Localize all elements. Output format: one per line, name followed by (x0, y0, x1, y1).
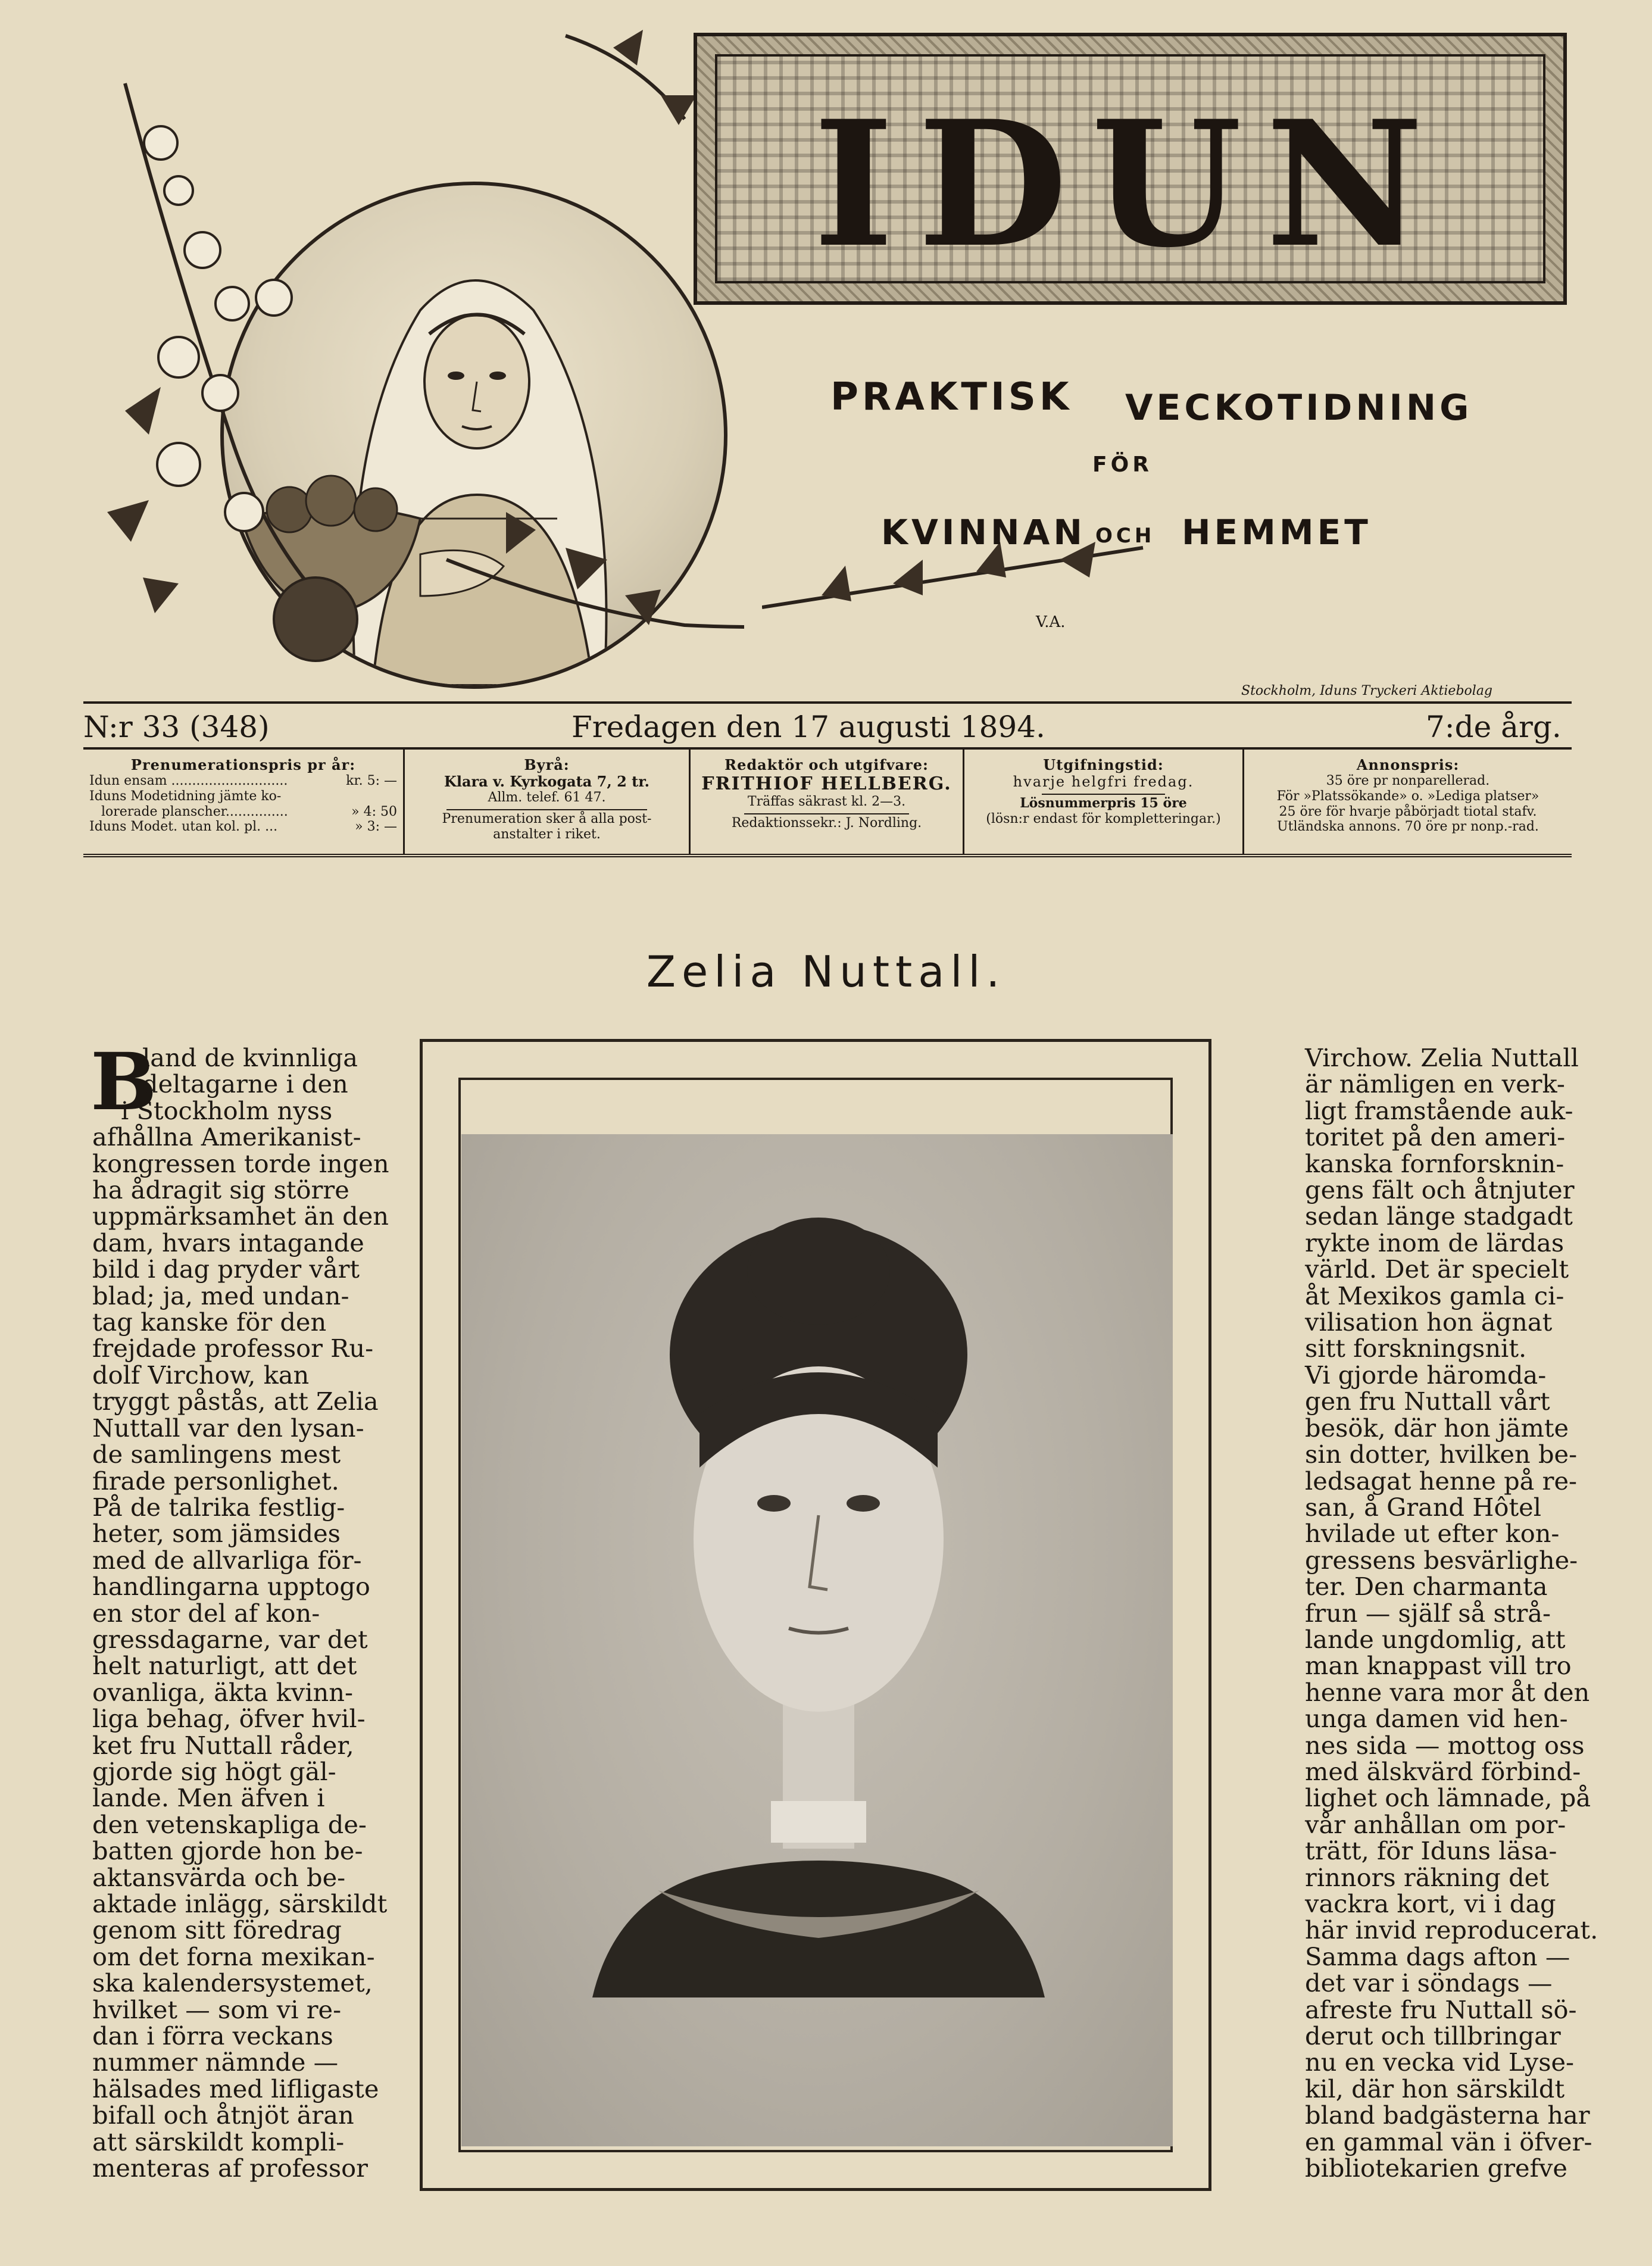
article-line: uppmärksamhet än den (92, 1201, 389, 1231)
info-annons (1244, 750, 1572, 854)
article-line: aktade inlägg, särskildt (92, 1889, 388, 1918)
article-line: kongressen torde ingen (92, 1148, 389, 1178)
price-value: 4: 50 (363, 804, 397, 819)
article-right-column (1305, 1043, 1598, 2183)
article-line: med de allvarliga för- (92, 1545, 362, 1575)
tagline-hemmet: HEMMET (1182, 512, 1372, 553)
info-prenumeration (83, 750, 405, 854)
article-line: dam, hvars intagande (92, 1228, 364, 1257)
utgifning-frequency: hvarje helgfri fredag. (1013, 773, 1194, 791)
article-line: ha ådragit sig större (92, 1175, 349, 1205)
byra-note-2: anstalter i riket. (493, 826, 601, 842)
price-unit: » (355, 819, 363, 835)
price-label: lorerade planscher............... (101, 804, 288, 819)
article-line: gressens besvärlighe- (1305, 1545, 1578, 1575)
article-line: dolf Virchow, kan (92, 1360, 310, 1390)
issue-year: 7:de årg. (1426, 710, 1562, 744)
article-line: tag kanske för den (92, 1307, 327, 1337)
article-line: är nämligen en verk- (1305, 1069, 1565, 1099)
price-label: Idun ensam ............................ (89, 773, 288, 789)
article-line: sitt forskningsnit. (1305, 1334, 1527, 1363)
article-line: afreste fru Nuttall sö- (1305, 1995, 1577, 2024)
article-line: firade personlighet. (92, 1466, 339, 1496)
price-label: Iduns Modet. utan kol. pl. ... (89, 819, 278, 835)
annons-heading: Annonspris: (1356, 756, 1460, 773)
article-line: lande ungdomlig, att (1305, 1624, 1566, 1654)
idun-logo: IDUN (813, 83, 1448, 286)
article-line: deltagarne i den (142, 1069, 348, 1099)
article-line: att särskildt kompli- (92, 2127, 345, 2156)
article-line: om det forna mexikan- (92, 1942, 375, 1971)
article-line: gens fält och åtnjuter (1305, 1175, 1575, 1205)
article-line: blad; ja, med undan- (92, 1281, 349, 1310)
article-line: en gammal vän i öfver- (1305, 2127, 1592, 2156)
article-line: hvilket — som vi re- (92, 1995, 342, 2024)
article-line: kil, där hon särskildt (1305, 2074, 1565, 2103)
price-unit: » (351, 804, 360, 819)
artist-signature: V.A. (1036, 613, 1066, 631)
article-line: toritet på den ameri- (1305, 1122, 1566, 1152)
article-line: ter. Den charmanta (1305, 1572, 1548, 1602)
article-line: värld. Det är specielt (1305, 1254, 1569, 1284)
prenumeration-heading: Prenumerationspris pr år: (130, 756, 356, 773)
article-line: menteras af professor (92, 2153, 368, 2183)
annons-line-1: 35 öre pr nonparellerad. (1326, 773, 1490, 789)
info-redaktor (691, 750, 964, 854)
article-line: batten gjorde hon be- (92, 1836, 363, 1866)
article-line: Nuttall var den lysan- (92, 1413, 364, 1443)
price-value: 5: — (367, 773, 397, 789)
tagline-kvinnan: KVINNAN (881, 512, 1086, 553)
utgifning-heading: Utgifningstid: (1043, 756, 1164, 773)
tagline-veckotidning: VECKOTIDNING (1125, 387, 1473, 429)
tagline-praktisk: PRAKTISK (830, 375, 1073, 419)
editor-secretary: Redaktionssekr.: J. Nordling. (731, 815, 922, 831)
article-line: sin dotter, hvilken be- (1305, 1440, 1578, 1469)
redaktor-heading: Redaktör och utgifvare: (724, 756, 929, 773)
article-line: besök, där hon jämte (1305, 1413, 1569, 1443)
article-line: rykte inom de lärdas (1305, 1228, 1564, 1257)
info-utgifning (964, 750, 1244, 854)
logo-pattern-panel (715, 54, 1545, 286)
article-line: ovanliga, äkta kvinn- (92, 1677, 353, 1707)
article-line: gen fru Nuttall vårt (1305, 1387, 1550, 1416)
price-value: 3: — (367, 819, 397, 835)
article-line: ket fru Nuttall råder, (92, 1730, 354, 1760)
article-line: På de talrika festlig- (92, 1492, 345, 1522)
article-left-column (90, 1036, 389, 2183)
article-line: sedan länge stadgadt (1305, 1201, 1573, 1231)
article-line: Vi gjorde häromda- (1305, 1360, 1547, 1390)
article-line: vår anhållan om por- (1305, 1809, 1566, 1839)
portrait-photo-figure (461, 1134, 1173, 2146)
article-line: vilisation hon ägnat (1305, 1307, 1553, 1337)
issue-number: N:r 33 (348) (83, 710, 270, 744)
article-line: de samlingens mest (92, 1440, 341, 1469)
article-line: nu en vecka vid Lyse- (1305, 2047, 1575, 2077)
editor-name: FRITHIOF HELLBERG. (701, 773, 952, 795)
floral-vine-decoration (89, 24, 744, 673)
article-line: handlingarna upptogo (92, 1572, 370, 1602)
article-line: bifall och åtnjöt äran (92, 2100, 354, 2130)
single-issue-note: (lösn:r endast för kompletteringar.) (986, 811, 1221, 826)
annons-line-2: För »Platssökande» o. »Lediga platser» (1276, 788, 1539, 804)
masthead-rule (83, 701, 1572, 704)
article-line: Virchow. Zelia Nuttall (1305, 1043, 1579, 1072)
article-line: gressdagarne, var det (92, 1624, 368, 1654)
annons-line-4: Utländska annons. 70 öre pr nonp.-rad. (1277, 819, 1539, 835)
article-line: den vetenskapliga de- (92, 1809, 367, 1839)
zelia-nuttall-portrait-photo (461, 1134, 1173, 2146)
article-line: kanska fornforsknin- (1305, 1148, 1564, 1178)
article-line: hvilade ut efter kon- (1305, 1519, 1560, 1549)
article-line: hälsades med lifligaste (92, 2074, 379, 2103)
article-line: land de kvinnliga (142, 1043, 358, 1072)
article-line: en stor del af kon- (92, 1598, 320, 1628)
article-line: gjorde sig högt gäl- (92, 1756, 336, 1786)
article-line: rinnors räkning det (1305, 1862, 1549, 1892)
issue-date: Fredagen den 17 augusti 1894. (572, 710, 1045, 744)
article-line: åt Mexikos gamla ci- (1305, 1281, 1564, 1310)
article-line: derut och tillbringar (1305, 2021, 1561, 2051)
article-line: här invid reproducerat. (1305, 1915, 1598, 1945)
byra-address: Klara v. Kyrkogata 7, 2 tr. (444, 773, 649, 791)
article-line: helt naturligt, att det (92, 1651, 357, 1681)
article-line: bibliotekarien grefve (1305, 2153, 1567, 2183)
printer-imprint: Stockholm, Iduns Tryckeri Aktiebolag (1241, 683, 1493, 698)
article-line: ligt framstående auk- (1305, 1095, 1573, 1125)
article-line: frejdade professor Ru- (92, 1334, 374, 1363)
info-byra (405, 750, 691, 854)
article-line: ska kalendersystemet, (92, 1968, 373, 1998)
article-line: lighet och lämnade, på (1305, 1783, 1591, 1813)
article-line: det var i söndags — (1305, 1968, 1553, 1998)
article-line: liga behag, öfver hvil- (92, 1704, 366, 1734)
byra-telephone: Allm. telef. 61 47. (488, 790, 606, 806)
single-issue-price: Lösnummerpris 15 öre (1020, 795, 1187, 811)
article-line: bland badgästerna har (1305, 2100, 1590, 2130)
article-line: med älskvärd förbind- (1305, 1756, 1581, 1786)
article-line: i Stockholm nyss (121, 1095, 333, 1125)
info-table (83, 747, 1572, 857)
price-row (89, 773, 397, 789)
article-line: genom sitt föredrag (92, 1915, 342, 1945)
byra-heading: Byrå: (524, 756, 570, 773)
tagline-och: OCH (1095, 524, 1156, 548)
article-line: afhållna Amerikanist- (92, 1122, 361, 1152)
article-line: Samma dags afton — (1305, 1942, 1570, 1971)
drop-cap: B (90, 1036, 157, 1128)
article-line: tryggt påstås, att Zelia (92, 1387, 379, 1416)
article-line: nes sida — mottog oss (1305, 1730, 1585, 1760)
article-line: san, å Grand Hôtel (1305, 1492, 1541, 1522)
article-line: frun — själf så strå- (1305, 1598, 1551, 1628)
article-line: heter, som jämsides (92, 1519, 341, 1549)
article-line: bild i dag pryder vårt (92, 1254, 360, 1284)
tagline-for: FÖR (1092, 452, 1153, 477)
price-label: Iduns Modetidning jämte ko- (89, 788, 282, 804)
byra-note-1: Prenumeration sker å alla post- (442, 811, 652, 826)
article-line: dan i förra veckans (92, 2021, 333, 2051)
article-line: henne vara mor åt den (1305, 1677, 1590, 1707)
editor-hours: Träffas säkrast kl. 2—3. (747, 794, 906, 810)
idun-logo-box (694, 33, 1567, 305)
price-unit: kr. (346, 773, 363, 789)
article-line: unga damen vid hen- (1305, 1704, 1568, 1734)
article-line: vackra kort, vi i dag (1305, 1889, 1556, 1918)
article-title: Zelia Nuttall. (646, 947, 1006, 997)
article-line: trätt, för Iduns läsa- (1305, 1836, 1557, 1866)
article-line: ledsagat henne på re- (1305, 1466, 1578, 1496)
annons-line-3: 25 öre för hvarje påbörjadt tiotal stafv. (1279, 804, 1537, 819)
price-row (89, 804, 397, 820)
article-line: nummer nämnde — (92, 2047, 339, 2077)
article-line: man knappast vill tro (1305, 1651, 1572, 1681)
price-row (89, 819, 397, 835)
article-line: lande. Men äfven i (92, 1783, 325, 1813)
price-row (89, 789, 397, 804)
article-line: aktansvärda och be- (92, 1862, 346, 1892)
